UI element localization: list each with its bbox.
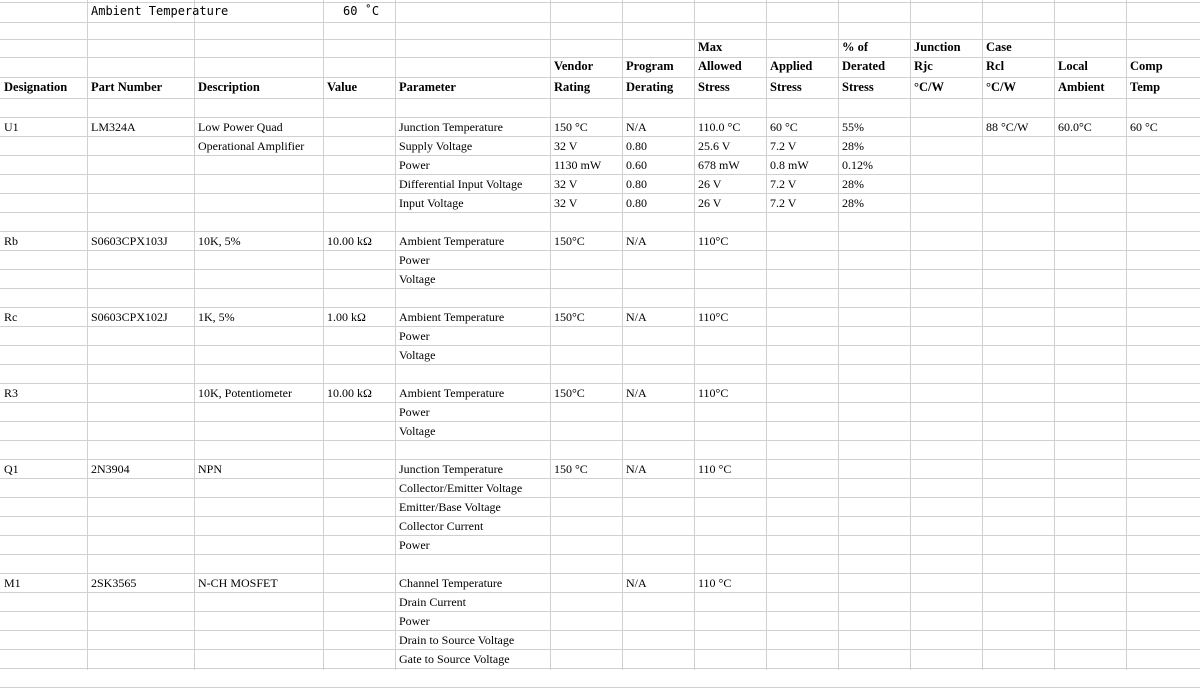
- grid-row-line: [0, 212, 1200, 213]
- cell-derating[interactable]: 0.80: [626, 196, 647, 210]
- grid-column-line: [1054, 0, 1055, 670]
- cell-value[interactable]: 1.00 kΩ: [327, 310, 366, 324]
- header-value[interactable]: Value: [327, 80, 358, 94]
- cell-description[interactable]: Operational Amplifier: [198, 139, 305, 153]
- cell-parameter[interactable]: Input Voltage: [399, 196, 464, 210]
- header-case[interactable]: Case: [986, 40, 1012, 54]
- cell-vendor[interactable]: 150°C: [554, 234, 585, 248]
- cell-description[interactable]: NPN: [198, 462, 223, 476]
- cell-parameter[interactable]: Power: [399, 158, 430, 172]
- grid-row-line: [0, 39, 1200, 40]
- cell-designation[interactable]: U1: [4, 120, 19, 134]
- header-max[interactable]: Max: [698, 40, 723, 54]
- cell-max[interactable]: 678 mW: [698, 158, 740, 172]
- header-rcl-unit[interactable]: °C/W: [986, 80, 1016, 94]
- cell-parameter[interactable]: Power: [399, 405, 430, 419]
- grid-row-line: [0, 326, 1200, 327]
- cell-vendor[interactable]: 32 V: [554, 196, 578, 210]
- grid-row-line: [0, 345, 1200, 346]
- grid-row-line: [0, 630, 1200, 631]
- cell-parameter[interactable]: Drain to Source Voltage: [399, 633, 515, 647]
- cell-derating[interactable]: N/A: [626, 576, 647, 590]
- header-vendor[interactable]: Vendor: [554, 59, 594, 73]
- header-rcl[interactable]: Rcl: [986, 59, 1005, 73]
- ambient-temperature-value[interactable]: 60 ˚C: [343, 4, 380, 18]
- cell-parameter[interactable]: Junction Temperature: [399, 120, 503, 134]
- cell-comp[interactable]: 60 °C: [1130, 120, 1158, 134]
- cell-vendor[interactable]: 1130 mW: [554, 158, 602, 172]
- cell-vendor[interactable]: 150 °C: [554, 120, 588, 134]
- grid-column-line: [622, 0, 623, 670]
- cell-part-number[interactable]: LM324A: [91, 120, 136, 134]
- cell-value[interactable]: 10.00 kΩ: [327, 386, 372, 400]
- header-designation[interactable]: Designation: [4, 80, 68, 94]
- header-temp[interactable]: Temp: [1130, 80, 1161, 94]
- cell-designation[interactable]: Q1: [4, 462, 19, 476]
- cell-max[interactable]: 110 °C: [698, 462, 732, 476]
- grid-row-line: [0, 516, 1200, 517]
- cell-vendor[interactable]: 150°C: [554, 386, 585, 400]
- header-comp[interactable]: Comp: [1130, 59, 1163, 73]
- cell-parameter[interactable]: Supply Voltage: [399, 139, 473, 153]
- grid-row-line: [0, 402, 1200, 403]
- grid-row-line: [0, 231, 1200, 232]
- cell-applied[interactable]: 60 °C: [770, 120, 798, 134]
- cell-max[interactable]: 26 V: [698, 177, 722, 191]
- grid-row-line: [0, 307, 1200, 308]
- grid-column-line: [194, 0, 195, 670]
- cell-applied[interactable]: 7.2 V: [770, 139, 797, 153]
- cell-parameter[interactable]: Power: [399, 538, 430, 552]
- cell-derating[interactable]: 0.80: [626, 177, 647, 191]
- header-ambient[interactable]: Ambient: [1058, 80, 1105, 94]
- cell-value[interactable]: 10.00 kΩ: [327, 234, 372, 248]
- cell-description[interactable]: Low Power Quad: [198, 120, 283, 134]
- header-rjc[interactable]: Rjc: [914, 59, 933, 73]
- grid-column-line: [550, 0, 551, 670]
- header-parameter[interactable]: Parameter: [399, 80, 456, 94]
- cell-description[interactable]: 10K, Potentiometer: [198, 386, 292, 400]
- cell-parameter[interactable]: Drain Current: [399, 595, 466, 609]
- header-local[interactable]: Local: [1058, 59, 1088, 73]
- cell-designation[interactable]: R3: [4, 386, 19, 400]
- grid-row-line: [0, 250, 1200, 251]
- grid-row-line: [0, 117, 1200, 118]
- header-applied[interactable]: Applied: [770, 59, 813, 73]
- cell-parameter[interactable]: Voltage: [399, 272, 436, 286]
- grid-row-line: [0, 288, 1200, 289]
- cell-max[interactable]: 110.0 °C: [698, 120, 741, 134]
- cell-description[interactable]: 10K, 5%: [198, 234, 241, 248]
- cell-derated[interactable]: 0.12%: [842, 158, 873, 172]
- header-rjc-unit[interactable]: °C/W: [914, 80, 944, 94]
- header-derated[interactable]: Derated: [842, 59, 886, 73]
- cell-designation[interactable]: Rc: [4, 310, 18, 324]
- grid-row-line: [0, 155, 1200, 156]
- grid-row-line: [0, 174, 1200, 175]
- grid-row-line: [0, 383, 1200, 384]
- cell-max[interactable]: 110 °C: [698, 576, 732, 590]
- cell-parameter[interactable]: Ambient Temperature: [399, 386, 505, 400]
- cell-derating[interactable]: 0.60: [626, 158, 647, 172]
- cell-parameter[interactable]: Power: [399, 329, 430, 343]
- header-max-allowed[interactable]: Allowed: [698, 59, 742, 73]
- cell-derating[interactable]: N/A: [626, 120, 647, 134]
- grid-row-line: [0, 77, 1200, 78]
- cell-parameter[interactable]: Gate to Source Voltage: [399, 652, 510, 666]
- cell-max[interactable]: 25.6 V: [698, 139, 731, 153]
- grid-row-line: [0, 269, 1200, 270]
- cell-applied[interactable]: 0.8 mW: [770, 158, 809, 172]
- grid-column-line: [910, 0, 911, 670]
- grid-row-line: [0, 364, 1200, 365]
- cell-max[interactable]: 110°C: [698, 310, 729, 324]
- cell-vendor[interactable]: 150 °C: [554, 462, 588, 476]
- grid-row-line: [0, 554, 1200, 555]
- cell-parameter[interactable]: Voltage: [399, 348, 436, 362]
- cell-derating[interactable]: N/A: [626, 386, 647, 400]
- cell-parameter[interactable]: Junction Temperature: [399, 462, 503, 476]
- cell-derated[interactable]: 55%: [842, 120, 864, 134]
- header-junction[interactable]: Junction: [914, 40, 961, 54]
- grid-row-line: [0, 98, 1200, 99]
- grid-column-line: [982, 0, 983, 670]
- header-vendor-rating[interactable]: Rating: [554, 80, 591, 94]
- grid-row-line: [0, 136, 1200, 137]
- header-part-number[interactable]: Part Number: [91, 80, 163, 94]
- cell-applied[interactable]: 7.2 V: [770, 196, 797, 210]
- grid-row-line: [0, 421, 1200, 422]
- cell-parameter[interactable]: Ambient Temperature: [399, 234, 505, 248]
- grid-row-line: [0, 497, 1200, 498]
- cell-max[interactable]: 110°C: [698, 234, 729, 248]
- cell-designation[interactable]: Rb: [4, 234, 19, 248]
- cell-derating[interactable]: N/A: [626, 234, 647, 248]
- grid-row-line: [0, 478, 1200, 479]
- cell-parameter[interactable]: Collector Current: [399, 519, 484, 533]
- cell-derated[interactable]: 28%: [842, 196, 864, 210]
- cell-parameter[interactable]: Ambient Temperature: [399, 310, 505, 324]
- cell-parameter[interactable]: Differential Input Voltage: [399, 177, 523, 191]
- cell-vendor[interactable]: 150°C: [554, 310, 585, 324]
- cell-derating[interactable]: N/A: [626, 310, 647, 324]
- grid-row-line: [0, 535, 1200, 536]
- grid-column-line: [838, 0, 839, 670]
- header-program-derating[interactable]: Derating: [626, 80, 674, 94]
- grid-row-line: [0, 459, 1200, 460]
- grid-row-line: [0, 22, 1200, 23]
- cell-rcl[interactable]: 88 °C/W: [986, 120, 1029, 134]
- grid-column-line: [1126, 0, 1127, 670]
- cell-parameter[interactable]: Channel Temperature: [399, 576, 503, 590]
- ambient-temperature-label[interactable]: Ambient Temperature: [91, 4, 229, 18]
- cell-parameter[interactable]: Emitter/Base Voltage: [399, 500, 501, 514]
- cell-vendor[interactable]: 32 V: [554, 177, 578, 191]
- cell-local[interactable]: 60.0°C: [1058, 120, 1092, 134]
- cell-max[interactable]: 26 V: [698, 196, 722, 210]
- cell-derated[interactable]: 28%: [842, 177, 864, 191]
- header-max-stress[interactable]: Stress: [698, 80, 730, 94]
- grid-row-line: [0, 193, 1200, 194]
- grid-column-line: [323, 0, 324, 670]
- grid-column-line: [766, 0, 767, 670]
- cell-max[interactable]: 110°C: [698, 386, 729, 400]
- grid-column-line: [694, 0, 695, 670]
- grid-row-line: [0, 611, 1200, 612]
- grid-column-line: [395, 0, 396, 670]
- cell-applied[interactable]: 7.2 V: [770, 177, 797, 191]
- grid-row-line: [0, 57, 1200, 58]
- cell-part-number[interactable]: S0603CPX103J: [91, 234, 168, 248]
- grid-row-line: [0, 649, 1200, 650]
- cell-parameter[interactable]: Power: [399, 253, 430, 267]
- grid-column-line: [87, 0, 88, 670]
- header-derated-stress[interactable]: Stress: [842, 80, 874, 94]
- cell-derating[interactable]: N/A: [626, 462, 647, 476]
- header-description[interactable]: Description: [198, 80, 260, 94]
- cell-derated[interactable]: 28%: [842, 139, 864, 153]
- grid-row-line: [0, 2, 1200, 3]
- grid-row-line: [0, 668, 1200, 669]
- cell-vendor[interactable]: 32 V: [554, 139, 578, 153]
- cell-part-number[interactable]: 2N3904: [91, 462, 130, 476]
- cell-parameter[interactable]: Collector/Emitter Voltage: [399, 481, 523, 495]
- grid-row-line: [0, 573, 1200, 574]
- header-applied-stress[interactable]: Stress: [770, 80, 802, 94]
- grid-row-line: [0, 440, 1200, 441]
- cell-part-number[interactable]: S0603CPX102J: [91, 310, 168, 324]
- cell-derating[interactable]: 0.80: [626, 139, 647, 153]
- header-percent-of[interactable]: % of: [842, 40, 869, 54]
- cell-description[interactable]: N-CH MOSFET: [198, 576, 278, 590]
- header-program[interactable]: Program: [626, 59, 674, 73]
- grid-row-line: [0, 592, 1200, 593]
- cell-parameter[interactable]: Voltage: [399, 424, 436, 438]
- cell-part-number[interactable]: 2SK3565: [91, 576, 137, 590]
- cell-designation[interactable]: M1: [4, 576, 21, 590]
- cell-parameter[interactable]: Power: [399, 614, 430, 628]
- cell-description[interactable]: 1K, 5%: [198, 310, 235, 324]
